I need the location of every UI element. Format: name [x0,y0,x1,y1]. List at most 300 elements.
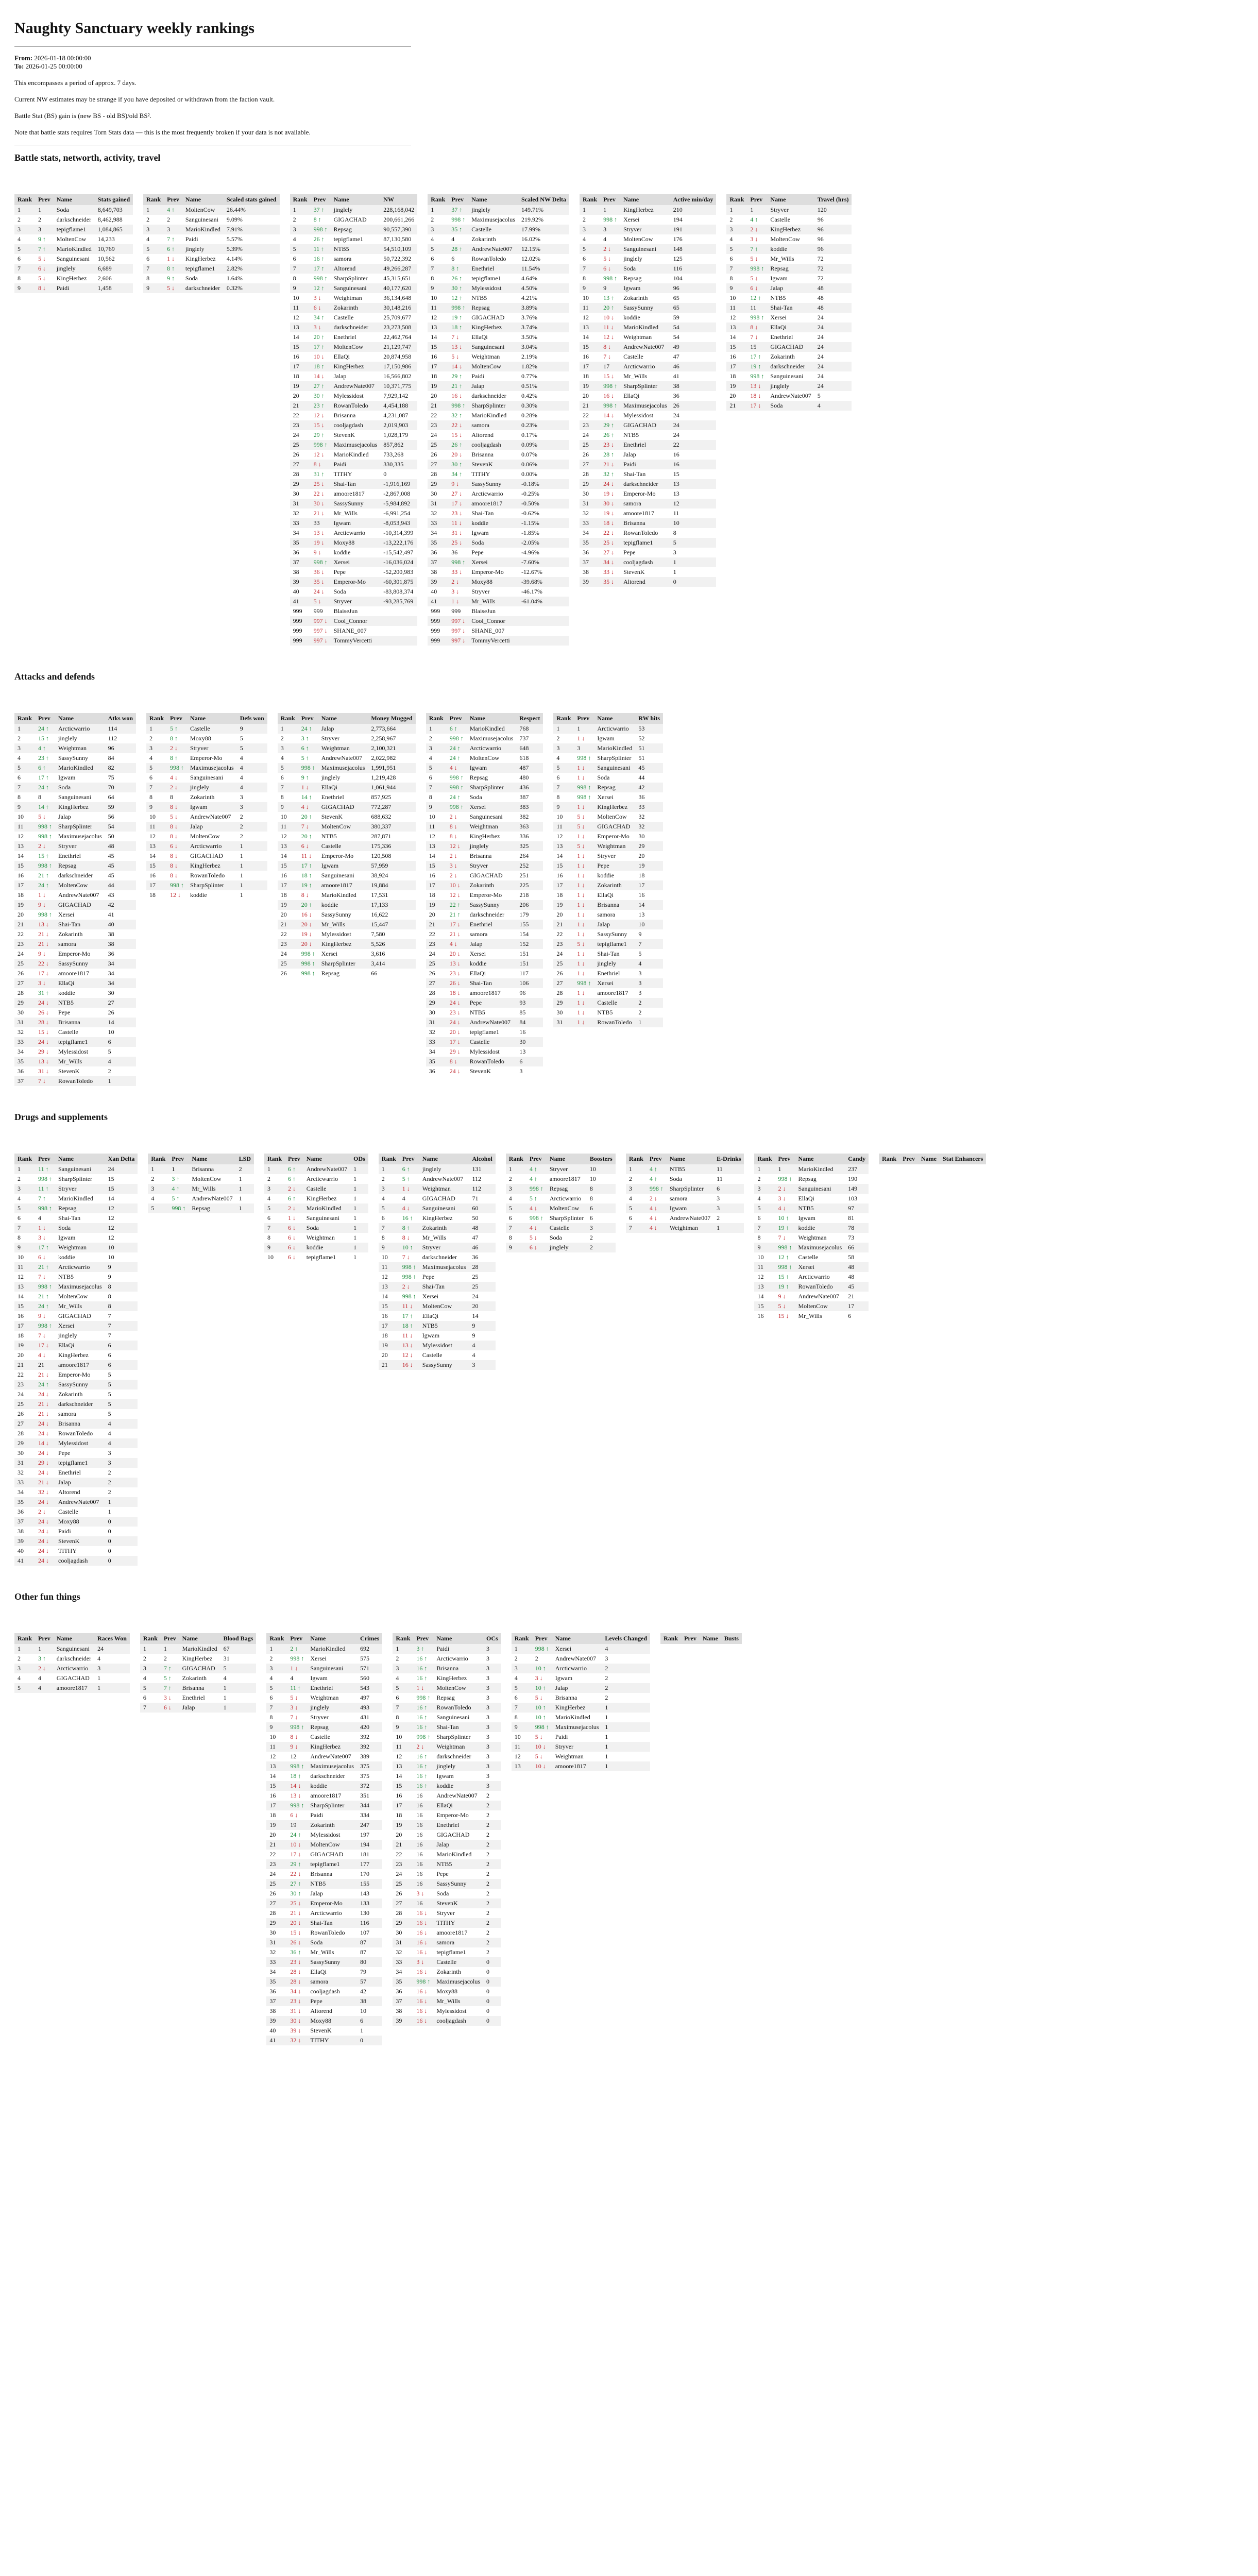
rank-cell: 9 [146,802,167,812]
table-row [14,1370,138,1380]
note-networth: Current NW estimates may be strange if you have deposited or withdrawn from the faction vault. [14,95,275,103]
name-cell: darkschneider [331,323,381,332]
prev-rank-cell: 6 ↓ [167,841,187,851]
prev-rank-cell: 7 ↓ [38,1273,46,1280]
name-cell: Emperor-Mo [597,833,630,840]
table-row [426,920,543,929]
column-header: Rank [512,1633,532,1644]
name-cell: TITHY [58,1547,77,1554]
prev-rank-cell: 25 ↓ [600,538,620,548]
name-cell: Igwam [555,1674,573,1682]
value-cell: 3 [486,1674,490,1682]
name-cell: Mylessidost [419,1341,469,1350]
prev-rank-cell: 1 ↓ [574,1018,594,1027]
rank-cell: 1 [553,724,574,734]
rank-cell: 6 [757,1214,761,1222]
table-row [393,1820,501,1830]
name-cell: RowanToledo [433,1703,483,1713]
rank-cell: 2 [267,1175,271,1182]
rank-cell: 23 [14,1380,35,1389]
column-header: Rank [660,1633,681,1644]
column-header: Prev [681,1633,700,1644]
prev-rank-cell: 24 ↓ [35,998,55,1008]
value-cell: 1,061,944 [368,783,415,792]
table-row [14,822,136,832]
value-cell: 19,884 [368,880,415,890]
rank-cell: 10 [514,1733,521,1740]
prev-rank-cell: 10 ↓ [287,1840,307,1850]
value-cell: 1 [94,1683,130,1693]
rank-cell: 27 [14,978,35,988]
rank-cell: 27 [393,1899,413,1908]
column-header: Rank [626,1154,647,1164]
value-cell: 13 [638,911,645,918]
prev-rank-cell: 4 [451,235,455,243]
table-row [14,900,136,910]
column-header: Name [468,194,518,205]
rank-cell: 5 [278,763,298,773]
name-cell: StevenK [623,568,645,575]
name-cell: Weightman [333,294,362,301]
value-cell: 4 [472,1351,475,1359]
name-cell: Arcticwarrio [306,1175,338,1182]
name-cell: MoltenCow [597,813,627,820]
prev-rank-cell: 1 [35,205,54,215]
table-row [428,460,569,469]
table-row [14,812,136,822]
prev-rank-cell: 1 ↓ [38,891,46,899]
table-row [393,1791,501,1801]
prev-rank-cell: 36 ↑ [290,1948,301,1956]
rank-cell: 6 [396,1694,399,1701]
prev-rank-cell: 998 ↑ [298,763,318,773]
table-row [146,753,267,763]
rank-cell: 29 [426,998,447,1008]
prev-rank-cell: 6 ↓ [600,264,620,274]
table-row [266,1683,382,1693]
rank-cell: 13 [580,323,600,332]
rank-cell: 21 [426,920,447,929]
rank-cell: 26 [293,451,299,458]
prev-rank-cell: 998 ↑ [38,911,53,918]
prev-rank-cell: 1 ↓ [574,880,594,890]
value-cell: 0 [670,577,717,587]
table-row [580,381,716,391]
rank-cell: 3 [266,1664,287,1673]
name-cell: RowanToledo [58,1430,93,1437]
table-header-row [379,1154,496,1164]
prev-rank-cell: 5 ↓ [750,275,758,282]
ranking-table-atks-won [14,713,136,1086]
rank-cell: 1 [290,205,311,215]
rank-cell: 4 [381,1195,385,1202]
rank-cell: 24 [269,1870,276,1877]
table-row [726,244,852,254]
column-header: OCs [483,1633,501,1644]
ranking-table-scaled-nw-delta [428,194,569,646]
table-row [428,450,569,460]
name-cell: MoltenCow [433,1683,483,1693]
prev-rank-cell: 9 [600,283,620,293]
rank-cell: 17 [379,1321,399,1331]
value-cell: 237 [845,1164,869,1174]
name-cell: jinglely [58,735,77,742]
table-row [14,763,136,773]
prev-rank-cell: 8 ↓ [402,1234,410,1241]
prev-rank-cell: 16 ↑ [416,1772,428,1780]
name-cell: Maximusejacolus [318,763,368,773]
name-cell: Repsag [331,225,381,234]
prev-rank-cell: 10 ↓ [532,1742,552,1752]
rank-cell: 6 [143,1694,146,1701]
table-row [14,851,136,861]
name-cell: KingHerbez [58,1351,89,1359]
table-row [290,381,418,391]
table-header-row [506,1154,616,1164]
name-cell: Soda [549,1234,562,1241]
prev-rank-cell: 18 ↑ [448,323,468,332]
rank-cell: 16 [583,353,589,360]
rank-cell: 28 [556,989,563,996]
name-cell: cooljagdash [433,2016,483,2026]
value-cell: 1 [602,1722,650,1732]
value-cell: 24 [817,353,824,360]
rank-cell: 9 [428,283,448,293]
rank-cell: 27 [428,460,448,469]
rank-cell: 35 [426,1057,447,1066]
name-cell: Enethriel [770,333,793,341]
table-row [726,205,852,215]
name-cell: Soda [55,1223,105,1233]
name-cell: Stryver [310,1714,329,1721]
name-cell: cooljagdash [310,1988,340,1995]
value-cell: 0 [483,1996,501,2006]
prev-rank-cell: 17 ↓ [35,1341,55,1350]
value-cell: 3 [483,1781,501,1791]
value-cell: 2,022,982 [371,754,396,761]
value-cell: 15 [108,1175,114,1182]
value-cell: 2 [108,1488,111,1496]
name-cell: Igwam [318,861,368,871]
rank-cell: 27 [266,1899,287,1908]
name-cell: samora [55,939,105,949]
rank-cell: 1 [266,1644,287,1654]
name-cell: Enethriel [468,264,518,274]
value-cell: 2 [240,833,243,840]
value-cell: 79 [360,1968,367,1975]
value-cell: 5 [220,1664,257,1673]
value-cell: 372 [357,1781,382,1791]
rank-cell: 4 [514,1674,518,1682]
table-row [14,978,136,988]
column-header: Rank [146,713,167,724]
rank-cell: 9 [14,283,35,293]
rank-cell: 4 [149,754,153,761]
prev-rank-cell: 6 ↑ [288,1195,296,1202]
value-cell [380,606,417,616]
name-cell: Emperor-Mo [58,1371,91,1378]
prev-rank-cell: 15 [747,342,767,352]
value-cell: 143 [360,1890,370,1897]
value-cell: 46 [469,1243,495,1252]
table-row [426,939,543,949]
column-header: Prev [747,194,767,205]
value-cell: 65 [670,303,717,313]
name-cell: Shai-Tan [467,978,517,988]
name-cell: AndrewNate007 [555,1655,597,1662]
prev-rank-cell: 21 ↓ [449,930,461,938]
rank-cell: 36 [18,1067,24,1075]
value-cell: -52,200,983 [383,568,414,575]
prev-rank-cell: 10 ↑ [778,1214,789,1222]
value-cell: 9 [105,1262,138,1272]
value-cell: 4,231,087 [383,412,409,419]
prev-rank-cell: 5 ↓ [170,813,178,820]
name-cell: Pepe [467,998,517,1008]
prev-rank-cell: 24 ↑ [35,1380,55,1389]
rank-cell: 24 [396,1870,402,1877]
prev-rank-cell: 24 ↓ [600,479,620,489]
name-cell: RowanToledo [471,255,506,262]
value-cell: 78 [845,1223,869,1233]
rank-cell: 5 [148,1204,168,1213]
rank-cell: 14 [556,852,563,859]
table-row [14,215,133,225]
value-cell: -2,867,008 [383,490,411,497]
value-cell: 3 [486,1733,490,1740]
prev-rank-cell: 8 ↓ [447,822,467,832]
name-cell: Pepe [471,549,484,556]
table-row [379,1272,496,1282]
prev-rank-cell: 20 ↓ [298,939,318,949]
value-cell: 6 [848,1312,852,1319]
rank-cell: 40 [18,1547,24,1554]
rank-cell: 19 [393,1820,413,1830]
value-cell: 4 [97,1655,101,1662]
rank-cell: 4 [146,235,150,243]
name-cell: Stryver [552,1742,602,1752]
name-cell: Weightman [623,333,652,341]
table-row [14,1233,138,1243]
value-cell: 0.32% [224,283,280,293]
value-cell: 14 [108,1195,114,1202]
value-cell: 1 [240,852,243,859]
rank-cell: 17 [426,880,447,890]
table-row [14,1057,136,1066]
prev-rank-cell: 998 ↑ [287,1722,307,1732]
value-cell: 287,871 [371,833,392,840]
table-row [428,636,569,646]
name-cell: Zokarinth [467,880,517,890]
table-row [428,577,569,587]
value-cell: 1 [240,872,243,879]
rank-cell: 5 [580,244,600,254]
rank-cell: 15 [754,1301,775,1311]
prev-rank-cell: 2 ↓ [449,813,457,820]
rank-cell: 7 [379,1223,399,1233]
rank-cell: 30 [18,1449,24,1456]
column-header: Crimes [357,1633,382,1644]
section-title: Attacks and defends [14,671,95,682]
table-row [580,528,716,538]
prev-rank-cell: 2 ↓ [449,852,457,859]
table-row [379,1350,496,1360]
prev-rank-cell: 8 ↓ [311,460,331,469]
prev-rank-cell: 998 ↑ [301,970,315,977]
table-header-row [146,713,267,724]
table-row [140,1703,256,1713]
rank-cell: 22 [396,1851,402,1858]
value-cell: 382 [519,813,529,820]
value-cell: 1 [236,1184,254,1194]
rank-cell: 6 [267,1214,271,1222]
name-cell: tepigflame1 [469,1028,500,1036]
name-cell: KingHerbez [318,939,368,949]
rank-cell: 19 [278,900,298,910]
column-header: Prev [287,1633,307,1644]
value-cell: 3.89% [518,303,569,313]
prev-rank-cell: 4 ↑ [649,1175,657,1182]
rank-cell: 19 [14,1341,35,1350]
name-cell: Weightman [471,353,500,360]
table-row [278,734,416,743]
name-cell: SassySunny [331,499,381,509]
table-row [266,1810,382,1820]
name-cell: GIGACHAD [310,1851,344,1858]
prev-rank-cell: 26 ↑ [603,431,615,438]
name-cell: Arcticwarrio [55,1262,105,1272]
prev-rank-cell: 29 ↑ [287,1859,307,1869]
table-row [14,832,136,841]
prev-rank-cell: 14 ↓ [35,1438,55,1448]
value-cell: 72 [814,264,852,274]
rank-cell: 34 [429,1048,435,1055]
prev-rank-cell: 14 ↑ [301,793,312,801]
value-cell: 737 [519,735,529,742]
prev-rank-cell: 21 ↓ [38,930,49,938]
rank-cell: 13 [266,1761,287,1771]
table-row [14,1008,136,1018]
prev-rank-cell: 5 ↓ [38,813,46,820]
rank-cell: 22 [18,930,24,938]
table-row [266,1664,382,1673]
rank-cell: 29 [580,479,600,489]
value-cell: 179 [519,911,529,918]
rank-cell: 26 [396,1890,402,1897]
prev-rank-cell: 997 ↓ [448,616,468,626]
value-cell: 3 [713,1204,744,1213]
name-cell: Enethriel [620,440,670,450]
table-row [553,783,663,792]
prev-rank-cell: 24 ↑ [298,724,318,734]
table-row [140,1644,256,1654]
table-row [379,1184,496,1194]
value-cell: 26.44% [224,205,280,215]
table-row [512,1722,650,1732]
rank-cell: 4 [556,754,560,761]
name-cell: Sanguinesani [54,1644,94,1654]
table-row [428,234,569,244]
prev-rank-cell: 7 ↓ [298,822,318,832]
value-cell: 387 [519,793,529,801]
prev-rank-cell: 5 ↓ [574,822,594,832]
table-row [278,812,416,822]
prev-rank-cell: 998 ↑ [449,735,464,742]
column-header: Rank [14,713,35,724]
name-cell: Emperor-Mo [471,568,504,575]
column-header: Name [547,1154,587,1164]
column-header: Travel (hrs) [814,194,852,205]
prev-rank-cell: 24 ↓ [38,1469,49,1476]
name-cell: StevenK [468,460,518,469]
table-row [393,1859,501,1869]
value-cell: 6 [105,1360,138,1370]
name-cell: Sanguinesani [307,1664,357,1673]
name-cell: jinglely [321,774,341,781]
value-cell: 4 [105,1438,138,1448]
name-cell: darkschneider [422,1253,457,1261]
name-cell: Sanguinesani [436,1714,470,1721]
name-cell: RowanToledo [623,529,658,536]
name-cell: Paidi [185,235,198,243]
rank-cell: 21 [393,1840,413,1850]
value-cell: 191 [670,225,717,234]
prev-rank-cell: 16 ↑ [413,1781,433,1791]
rank-cell: 9 [553,802,574,812]
prev-rank-cell: 6 ↓ [311,303,331,313]
table-row [726,283,852,293]
value-cell: 3 [94,1664,130,1673]
value-cell: 34 [105,959,136,969]
name-cell: Stryver [55,1184,105,1194]
prev-rank-cell: 22 ↓ [603,529,615,536]
rank-cell: 6 [269,1694,273,1701]
prev-rank-cell: 25 ↓ [287,1899,307,1908]
table-row [426,978,543,988]
table-row [379,1174,496,1184]
rank-cell: 3 [512,1664,532,1673]
value-cell: 45 [108,852,114,859]
name-cell: KingHerbez [422,1214,453,1222]
table-row [580,391,716,401]
value-cell: 25,709,677 [383,314,412,321]
value-cell: 10 [108,1028,114,1036]
table-row [428,362,569,371]
prev-rank-cell: 16 [413,1801,433,1810]
rank-cell: 30 [431,490,437,497]
prev-rank-cell: 7 ↓ [38,1332,46,1339]
value-cell: 47 [472,1234,479,1241]
prev-rank-cell: 32 ↑ [451,412,463,419]
rank-cell: 11 [290,303,311,313]
table-header-row [143,194,279,205]
rank-cell: 15 [14,1301,35,1311]
table-row [754,1184,869,1194]
prev-rank-cell: 4 [38,1674,42,1682]
name-cell: tepigflame1 [306,1253,336,1261]
value-cell: 4 [237,763,267,773]
value-cell: 543 [357,1683,382,1693]
name-cell: NTB5 [419,1321,469,1331]
table-row [14,783,136,792]
rank-cell: 17 [290,362,311,371]
ranking-table-crimes [266,1633,382,2045]
rank-cell: 23 [278,939,298,949]
value-cell: 0 [486,1968,490,1975]
ranking-table-ocs [393,1633,501,2026]
value-cell: 21 [848,1293,855,1300]
table-row [290,234,418,244]
